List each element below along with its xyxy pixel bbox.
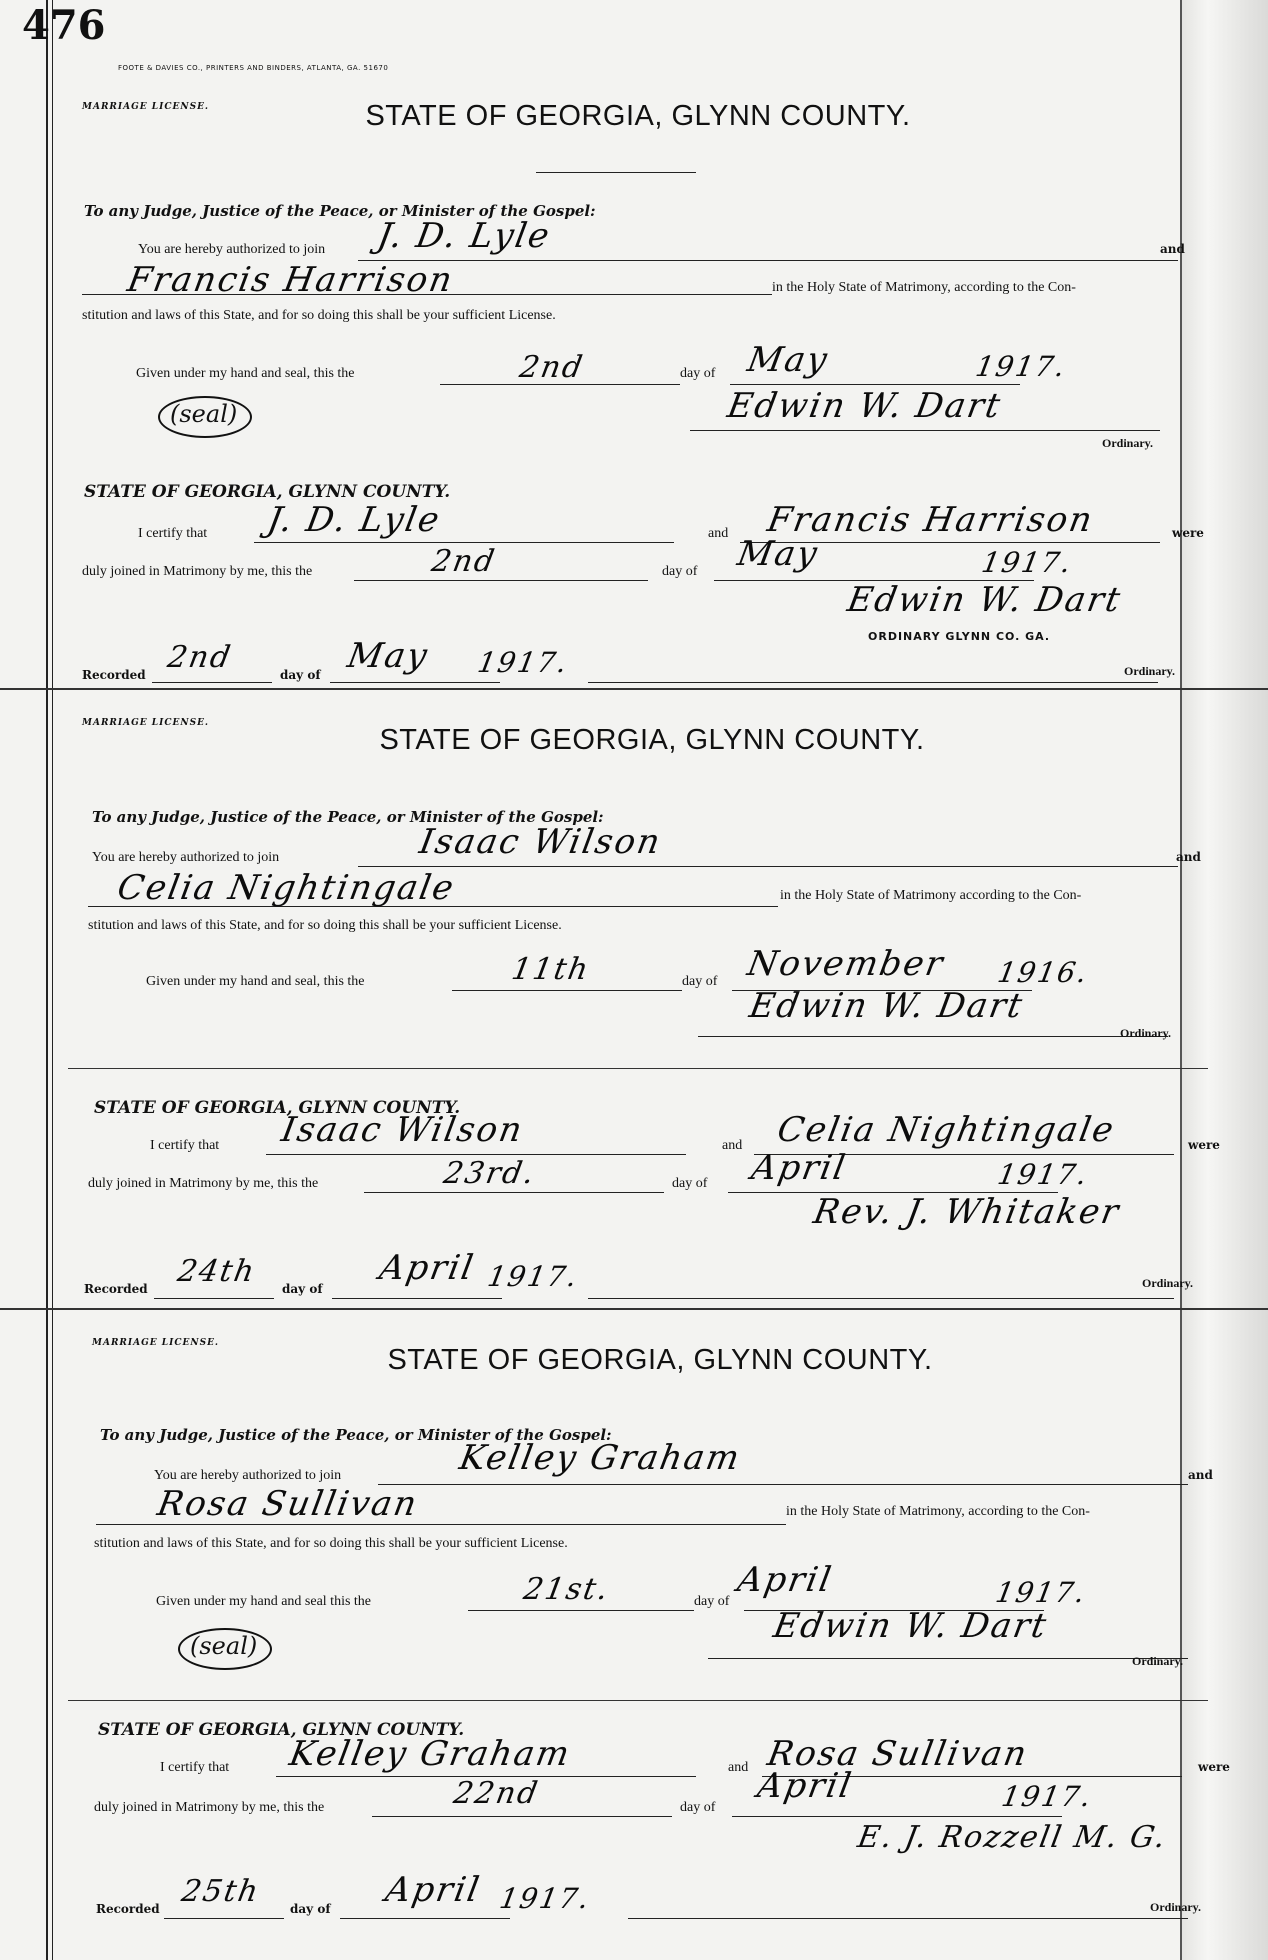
recorded-text: Recorded [82, 668, 146, 682]
cert-bride-name: Celia Nightingale [774, 1110, 1119, 1150]
salutation: To any Judge, Justice of the Peace, or Minister of the Gospel: [84, 202, 596, 220]
seal-mark [158, 396, 252, 438]
fill-line [588, 1298, 1174, 1299]
cert-and-text: and [728, 1760, 749, 1775]
recorded-day: 25th [178, 1874, 263, 1909]
fill-line [330, 682, 500, 683]
certify-text: I certify that [138, 526, 208, 541]
cert-year: 1917. [999, 1780, 1096, 1813]
cert-month: April [748, 1148, 850, 1188]
authorized-text: You are hereby authorized to join [138, 242, 326, 257]
salutation: To any Judge, Justice of the Peace, or Minister of the Gospel: [92, 808, 604, 826]
day-of-text: day of [680, 366, 716, 381]
cert-year: 1917. [995, 1158, 1092, 1191]
form-label: MARRIAGE LICENSE. [82, 102, 210, 112]
fill-line [164, 1918, 284, 1919]
joined-text: duly joined in Matrimony by me, this the [82, 564, 313, 579]
and-text: and [1188, 1468, 1213, 1482]
printer-line: FOOTE & DAVIES CO., PRINTERS AND BINDERS, ATLANTA, GA. 51670 [118, 64, 389, 72]
cert-year: 1917. [979, 546, 1076, 579]
certify-text: I certify that [150, 1138, 220, 1153]
fill-line [364, 1192, 664, 1193]
record-separator [0, 1308, 1268, 1310]
cert-day-of-text: day of [662, 564, 698, 579]
fill-line [358, 866, 1178, 867]
fill-line [332, 1298, 502, 1299]
record-title: STATE OF GEORGIA, GLYNN COUNTY. [387, 1344, 933, 1376]
recorded-year: 1917. [475, 646, 572, 679]
cert-groom-name: J. D. Lyle [264, 500, 444, 540]
recorded-day: 2nd [164, 640, 235, 675]
license-day: 11th [508, 952, 593, 987]
joined-text: duly joined in Matrimony by me, this the [94, 1800, 325, 1815]
ordinary-label: Ordinary. [1132, 1654, 1184, 1668]
recorded-ordinary-label: Ordinary. [1124, 664, 1176, 678]
marriage-record [68, 700, 1220, 1306]
cert-and-text: and [708, 526, 729, 541]
authorized-text: You are hereby authorized to join [92, 850, 280, 865]
fill-line [468, 1610, 694, 1611]
recorded-month: April [382, 1870, 484, 1910]
seal-text: (seal) [190, 1632, 258, 1660]
cert-month: May [734, 534, 822, 574]
cert-bride-name: Rosa Sullivan [764, 1734, 1032, 1774]
cert-day: 22nd [450, 1776, 542, 1811]
given-text: Given under my hand and seal, this the [136, 366, 355, 381]
record-title: STATE OF GEORGIA, GLYNN COUNTY. [379, 724, 925, 756]
margin-rule-left [46, 0, 48, 1960]
cert-day: 2nd [428, 544, 499, 579]
recorded-day-of-text: day of [280, 668, 321, 682]
fill-line [254, 542, 674, 543]
marriage-record [68, 1320, 1230, 1956]
given-text: Given under my hand and seal, this the [146, 974, 365, 989]
license-day: 21st. [520, 1572, 613, 1607]
given-text: Given under my hand and seal this the [156, 1594, 372, 1609]
ordinary-label: Ordinary. [1102, 436, 1154, 450]
matrimony-text: in the Holy State of Matrimony, according to the Con- [772, 280, 1076, 295]
fill-line [154, 1298, 274, 1299]
cert-bride-name: Francis Harrison [764, 500, 1097, 540]
cert-and-text: and [722, 1138, 743, 1153]
groom-name: Kelley Graham [456, 1438, 745, 1478]
recorded-year: 1917. [485, 1260, 582, 1293]
certificate-heading: STATE OF GEORGIA, GLYNN COUNTY. [94, 1098, 461, 1118]
license-day: 2nd [516, 350, 587, 385]
recorded-text: Recorded [84, 1282, 148, 1296]
fill-line [730, 384, 1020, 385]
bride-name: Celia Nightingale [114, 868, 459, 908]
matrimony-text: in the Holy State of Matrimony, according to the Con- [786, 1504, 1090, 1519]
page-number: 476 [22, 2, 106, 49]
authorized-text: You are hereby authorized to join [154, 1468, 342, 1483]
certificate-heading: STATE OF GEORGIA, GLYNN COUNTY. [84, 482, 451, 502]
day-of-text: day of [694, 1594, 730, 1609]
fill-line [372, 1816, 672, 1817]
recorded-year: 1917. [497, 1882, 594, 1915]
license-month: November [744, 944, 948, 984]
joined-text: duly joined in Matrimony by me, this the [88, 1176, 319, 1191]
recorded-ordinary-label: Ordinary. [1150, 1900, 1202, 1914]
fill-line [340, 1918, 510, 1919]
bride-name: Francis Harrison [124, 260, 457, 300]
constitution-text: stitution and laws of this State, and for so doing this shall be your sufficient License. [82, 308, 556, 323]
recorded-day: 24th [174, 1254, 259, 1289]
form-label: MARRIAGE LICENSE. [92, 1338, 220, 1348]
bride-name: Rosa Sullivan [154, 1484, 422, 1524]
seal-mark [178, 1628, 272, 1670]
cert-month: April [754, 1766, 856, 1806]
certificate-heading: STATE OF GEORGIA, GLYNN COUNTY. [98, 1720, 465, 1740]
title-rule [536, 172, 696, 173]
ordinary-signature: Edwin W. Dart [746, 986, 1027, 1026]
license-year: 1917. [993, 1576, 1090, 1609]
recorded-day-of-text: day of [290, 1902, 331, 1916]
marriage-record [68, 90, 1208, 686]
ordinary-signature: Edwin W. Dart [724, 386, 1005, 426]
salutation: To any Judge, Justice of the Peace, or Minister of the Gospel: [100, 1426, 612, 1444]
form-label: MARRIAGE LICENSE. [82, 718, 210, 728]
fill-line [628, 1918, 1188, 1919]
fill-line [378, 1484, 1188, 1485]
and-text: and [1160, 242, 1185, 256]
recorded-ordinary-label: Ordinary. [1142, 1276, 1194, 1290]
fill-line [354, 580, 648, 581]
fill-line [96, 1524, 786, 1525]
officiant-signature: Rev. J. Whitaker [810, 1192, 1124, 1232]
were-text: were [1188, 1138, 1220, 1152]
record-title: STATE OF GEORGIA, GLYNN COUNTY. [365, 100, 911, 132]
margin-rule-left-inner [52, 0, 53, 1960]
ordinary-label: Ordinary. [1120, 1026, 1172, 1040]
recorded-month: May [344, 636, 432, 676]
cert-day: 23rd. [440, 1156, 539, 1191]
cert-groom-name: Isaac Wilson [278, 1110, 527, 1150]
fill-line [708, 1658, 1188, 1659]
fill-line [452, 990, 682, 991]
license-year: 1916. [995, 956, 1092, 989]
seal-text: (seal) [170, 400, 238, 428]
ordinary-stamp: ORDINARY GLYNN CO. GA. [868, 630, 1051, 643]
cert-day-of-text: day of [680, 1800, 716, 1815]
fill-line [732, 1816, 1062, 1817]
fill-line [690, 430, 1160, 431]
constitution-text: stitution and laws of this State, and for so doing this shall be your sufficient License. [94, 1536, 568, 1551]
day-of-text: day of [682, 974, 718, 989]
groom-name: Isaac Wilson [416, 822, 665, 862]
fill-line [152, 682, 272, 683]
recorded-text: Recorded [96, 1902, 160, 1916]
and-text: and [1176, 850, 1201, 864]
groom-name: J. D. Lyle [374, 216, 554, 256]
license-year: 1917. [973, 350, 1070, 383]
constitution-text: stitution and laws of this State, and for so doing this shall be your sufficient License. [88, 918, 562, 933]
were-text: were [1172, 526, 1204, 540]
fill-line [358, 260, 1178, 261]
certify-text: I certify that [160, 1760, 230, 1775]
recorded-month: April [376, 1248, 478, 1288]
officiant-signature: Edwin W. Dart [844, 580, 1125, 620]
record-separator [0, 688, 1268, 690]
matrimony-text: in the Holy State of Matrimony according to the Con- [780, 888, 1082, 903]
cert-day-of-text: day of [672, 1176, 708, 1191]
license-month: April [734, 1560, 836, 1600]
fill-line [588, 682, 1158, 683]
were-text: were [1198, 1760, 1230, 1774]
cert-groom-name: Kelley Graham [286, 1734, 575, 1774]
fill-line [266, 1154, 686, 1155]
officiant-signature: E. J. Rozzell M. G. [854, 1820, 1170, 1855]
ordinary-signature: Edwin W. Dart [770, 1606, 1051, 1646]
recorded-day-of-text: day of [282, 1282, 323, 1296]
fill-line [698, 1036, 1168, 1037]
license-month: May [744, 340, 832, 380]
